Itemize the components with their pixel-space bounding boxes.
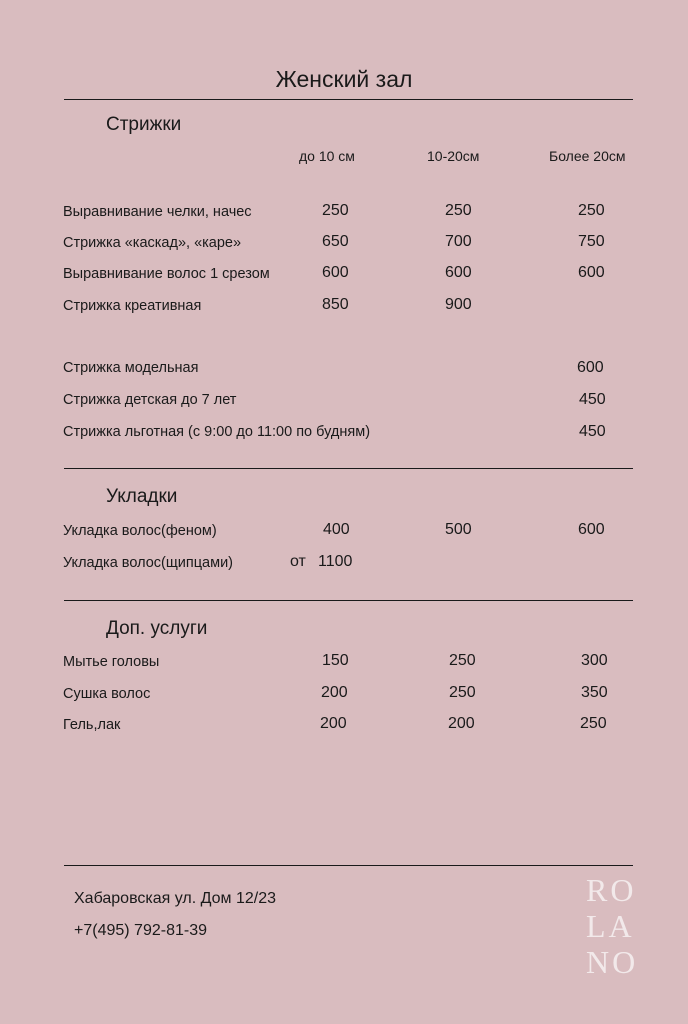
price: 250 — [449, 652, 476, 669]
column-header-long: Более 20см — [549, 148, 626, 164]
price: 300 — [581, 652, 608, 669]
price: 850 — [322, 296, 349, 313]
price: 650 — [322, 233, 349, 250]
service-name: Укладка волос(щипцами) — [63, 555, 234, 571]
price: 150 — [322, 652, 349, 669]
phone-number: +7(495) 792-81-39 — [74, 922, 207, 939]
price: 1100 — [318, 553, 353, 570]
column-header-short: до 10 см — [299, 148, 355, 164]
address: Хабаровская ул. Дом 12/23 — [74, 890, 277, 907]
divider — [64, 600, 633, 601]
price-prefix: от — [290, 553, 306, 570]
price: 250 — [322, 202, 349, 219]
service-name: Гель,лак — [63, 717, 121, 733]
price: 250 — [578, 202, 605, 219]
logo-line: LA — [586, 908, 635, 944]
logo-line: NO — [586, 944, 639, 980]
divider — [64, 865, 633, 866]
page-title: Женский зал — [275, 66, 413, 92]
price: 200 — [320, 715, 347, 732]
price: 500 — [445, 521, 472, 538]
divider — [64, 468, 633, 469]
price: 400 — [323, 521, 350, 538]
price: 450 — [579, 391, 606, 408]
logo-line: RO — [586, 872, 637, 908]
service-name: Выравнивание волос 1 срезом — [63, 266, 270, 282]
price: 250 — [445, 202, 472, 219]
price: 700 — [445, 233, 472, 250]
price: 600 — [445, 264, 472, 281]
price: 900 — [445, 296, 472, 313]
service-name: Стрижка креативная — [63, 298, 202, 314]
service-name: Укладка волос(феном) — [63, 523, 217, 539]
divider — [64, 99, 633, 100]
section-heading-haircuts: Стрижки — [106, 114, 182, 135]
column-header-medium: 10-20см — [427, 148, 480, 164]
price: 250 — [449, 684, 476, 701]
price: 600 — [322, 264, 349, 281]
price: 600 — [578, 264, 605, 281]
price: 350 — [581, 684, 608, 701]
price: 200 — [321, 684, 348, 701]
price: 600 — [577, 359, 604, 376]
service-name: Сушка волос — [63, 686, 151, 702]
service-name: Выравнивание челки, начес — [63, 204, 252, 220]
service-name: Стрижка детская до 7 лет — [63, 392, 237, 408]
service-name: Стрижка модельная — [63, 360, 199, 376]
service-name: Мытье головы — [63, 654, 160, 670]
price: 250 — [580, 715, 607, 732]
service-name: Стрижка «каскад», «каре» — [63, 235, 242, 251]
price: 450 — [579, 423, 606, 440]
price: 750 — [578, 233, 605, 250]
brand-logo — [586, 872, 638, 980]
section-heading-extra: Доп. услуги — [106, 618, 208, 639]
price: 600 — [578, 521, 605, 538]
price: 200 — [448, 715, 475, 732]
service-name: Стрижка льготная (с 9:00 до 11:00 по будням) — [63, 424, 371, 440]
section-heading-styling: Укладки — [106, 486, 178, 507]
